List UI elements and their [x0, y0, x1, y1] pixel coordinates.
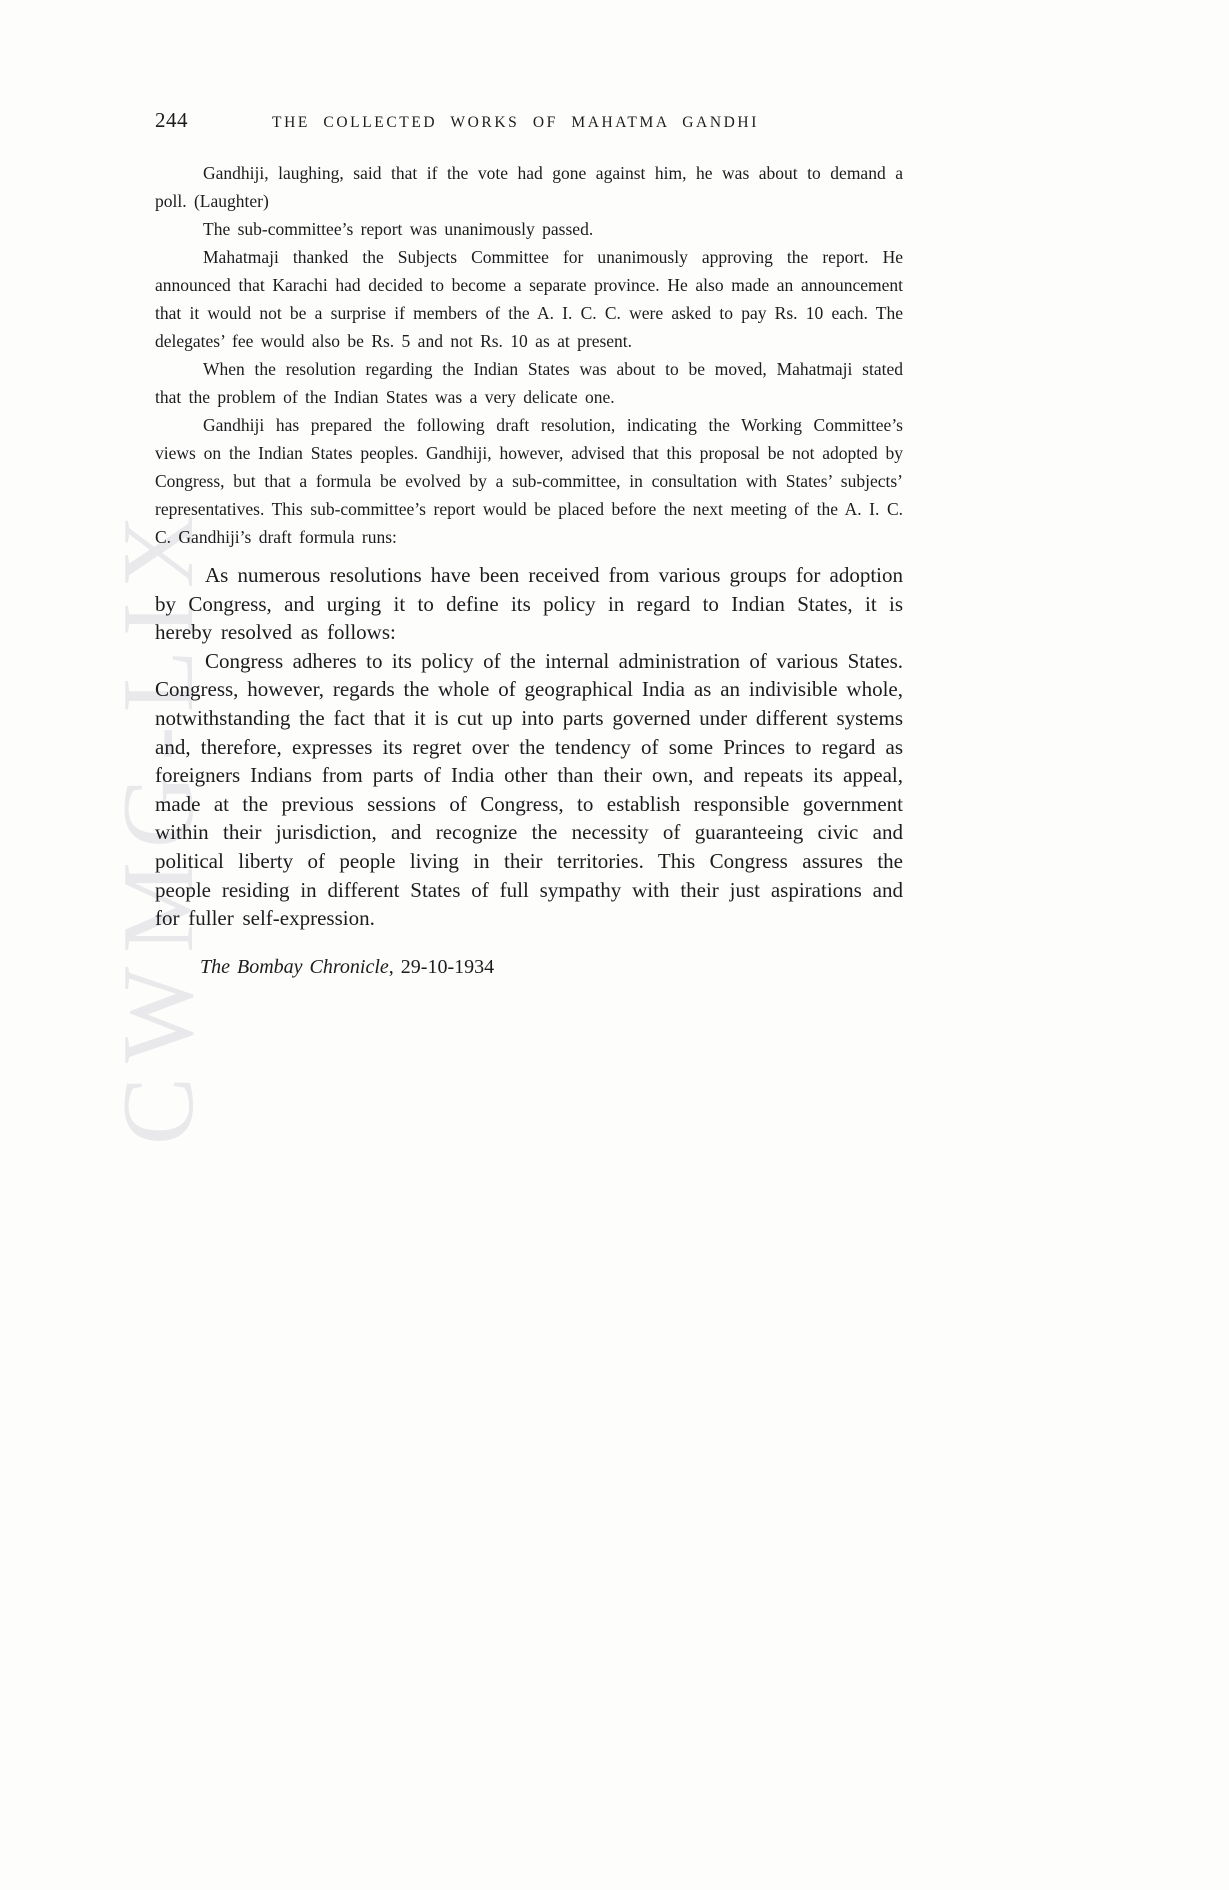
text-block — [155, 108, 903, 981]
volume-watermark: CWMG-LIX — [102, 500, 215, 1145]
body-paragraph: Gandhiji, laughing, said that if the vote had gone against him, he was about to demand a poll. (Laughter) — [155, 163, 903, 211]
body-paragraph: Gandhiji has prepared the following draft resolution, indicating the Working Committee’s views on the Indian States peoples. Gandhiji, however, advised that this proposal be not adopted by Congress, but that a formula be evolved by a sub-committee, in consultation with States’ subjects’ representatives. This sub-committee’s report would be placed before the next meeting of the A. I. C. C. Gandhiji’s draft formula runs: — [155, 415, 903, 547]
body-paragraph: Mahatmaji thanked the Subjects Committee for unanimously approving the report. He announced that Karachi had decided to become a separate province. He also made an announcement that it would not be a surprise if members of the A. I. C. C. were asked to pay Rs. 10 each. The delegates’ fee would also be Rs. 5 and not Rs. 10 as at present. — [155, 247, 903, 351]
report-section — [155, 159, 903, 551]
source-citation — [155, 953, 903, 981]
citation-date: , 29-10-1934 — [388, 955, 495, 978]
running-head — [155, 108, 903, 133]
resolution-paragraph: As numerous resolutions have been received from various groups for adoption by Congress, and urging it to define its policy in regard to Indian States, it is hereby resolved as follows: — [155, 563, 903, 645]
citation-source: The Bombay Chronicle — [200, 955, 389, 978]
body-paragraph: When the resolution regarding the Indian States was about to be moved, Mahatmaji stated that the problem of the Indian States was a very delicate one. — [155, 359, 903, 407]
page-number: 244 — [155, 108, 188, 132]
body-paragraph: The sub-committee’s report was unanimously passed. — [203, 219, 594, 239]
draft-resolution-section — [155, 561, 903, 933]
resolution-paragraph: Congress adheres to its policy of the internal administration of various States. Congress, however, regards the whole of geographical India as an indivisible whole, notwithstanding the fact that it is cut up into parts governed under different systems and, therefore, expresses its regret over the tendency of some Princes to regard as foreigners Indians from parts of India other than their own, and repeats its appeal, made at the previous sessions of Congress, to establish responsible government within their jurisdiction, and recognize the necessity of guaranteeing civic and political liberty of people living in their territories. This Congress assures the people residing in different States of full sympathy with their just aspirations and for fuller self-expression. — [155, 648, 903, 931]
book-title: THE COLLECTED WORKS OF MAHATMA GANDHI — [272, 114, 759, 131]
